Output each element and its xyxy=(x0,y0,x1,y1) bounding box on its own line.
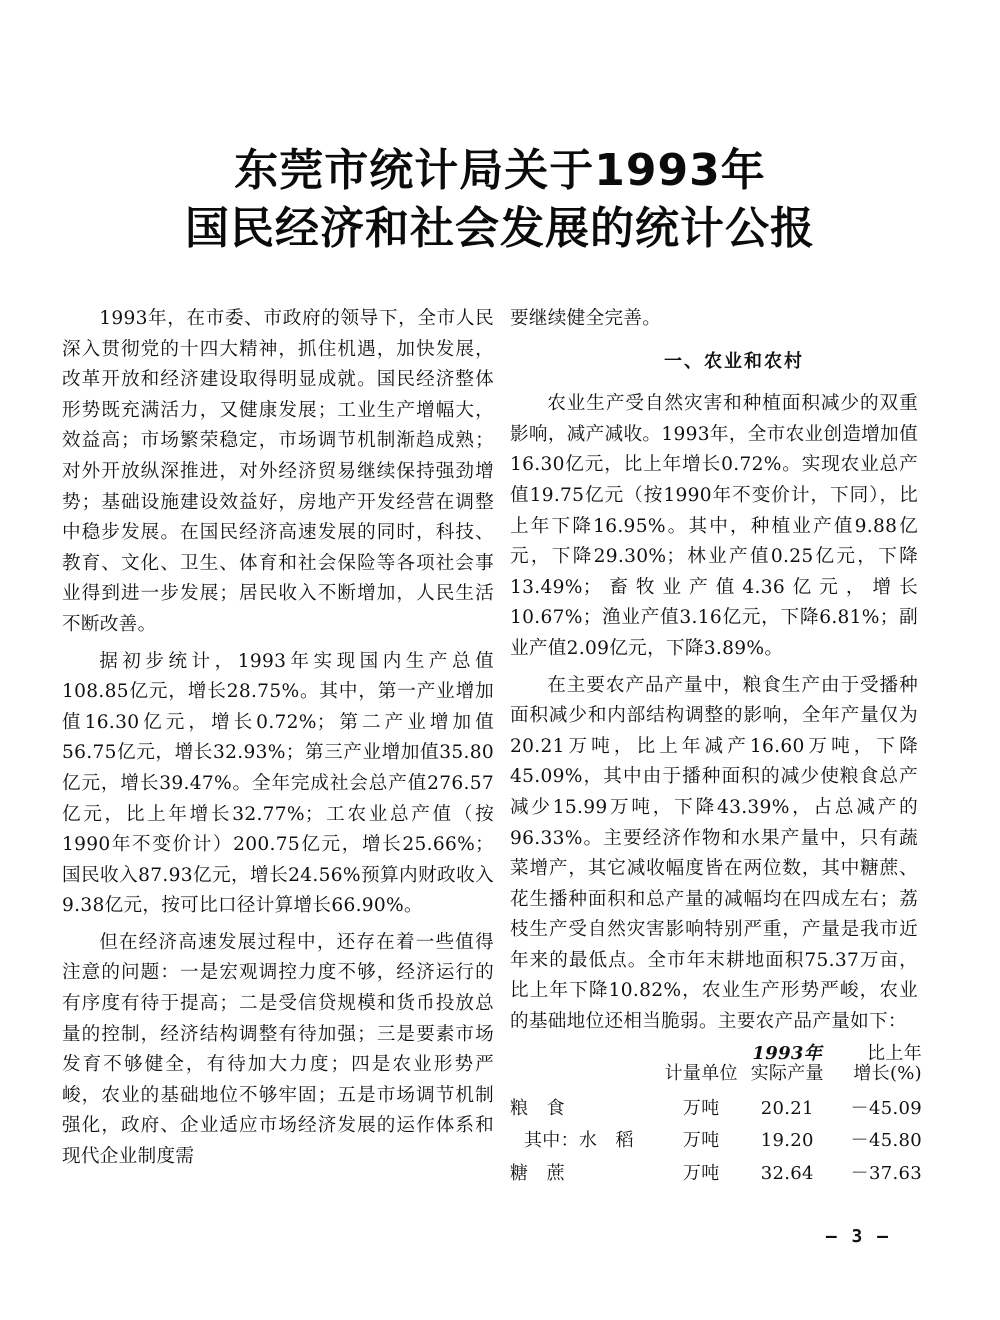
header-change-line1: 比上年 xyxy=(867,1042,922,1064)
row-change: －37.63 xyxy=(850,1162,922,1184)
row-unit: 万吨 xyxy=(682,1162,720,1184)
header-actual-line1: 1993年 xyxy=(752,1042,823,1064)
section-heading-agriculture: 一、农业和农村 xyxy=(664,350,804,372)
row-value: 19.20 xyxy=(760,1130,814,1152)
left-column xyxy=(62,304,494,1179)
title-line-2: 国民经济和社会发展的统计公报 xyxy=(185,203,815,254)
page-number: — 3 — xyxy=(825,1226,890,1247)
row-name: 其中：水 稻 xyxy=(524,1130,634,1152)
paragraph-agriculture: 农业生产受自然灾害和种植面积减少的双重影响，减产减收。1993年，全市农业创造增加值16.30亿元，比上年增长0.72%。实现农业总产值19.75亿元（按1990年不变价计，下同），比上年下降16.95%。其中，种植业产值9.88亿元，下降29.30%；林业产值0.25亿元，下降13.49%；畜牧业产值4.36亿元，增长10.67%；渔业产值3.16亿元，下降6.81%；副业产值2.09亿元，下降3.89%。 xyxy=(510,393,918,659)
header-actual xyxy=(742,1044,832,1092)
table-row xyxy=(510,1124,922,1157)
header-blank xyxy=(510,1044,660,1092)
paragraph-intro: 1993年，在市委、市政府的领导下，全市人民深入贯彻党的十四大精神，抓住机遇，加快发展，改革开放和经济建设取得明显成就。国民经济整体形势既充满活力，又健康发展；工业生产增幅大，效益高；市场繁荣稳定，市场调节机制渐趋成熟；对外开放纵深推进，对外经济贸易继续保持强劲增势；基础设施建设效益好，房地产开发经营在调整中稳步发展。在国民经济高速发展的同时，科技、教育、文化、卫生、体育和社会保险等各项社会事业得到进一步发展；居民收入不断增加，人民生活不断改善。 xyxy=(62,308,494,635)
row-change: －45.80 xyxy=(850,1130,922,1152)
header-change xyxy=(832,1044,922,1092)
row-unit: 万吨 xyxy=(682,1130,720,1152)
table-row xyxy=(510,1092,922,1125)
paragraph-problems: 但在经济高速发展过程中，还存在着一些值得注意的问题：一是宏观调控力度不够，经济运行的有序度有待于提高；二是受信贷规模和货币投放总量的控制，经济结构调整有待加强；三是要素市场发育不够健全，有待加大力度；四是农业形势严峻，农业的基础地位不够牢固；五是市场调节机制强化，政府、企业适应市场经济发展的运作体系和现代企业制度需 xyxy=(62,931,494,1168)
row-value: 32.64 xyxy=(760,1162,814,1184)
right-column xyxy=(510,304,922,1189)
table-header-row xyxy=(510,1044,922,1092)
row-value: 20.21 xyxy=(760,1097,814,1119)
table-row xyxy=(510,1157,922,1190)
row-change: －45.09 xyxy=(850,1097,922,1119)
row-unit: 万吨 xyxy=(682,1097,720,1119)
header-change-line2: 增长(%) xyxy=(853,1062,922,1084)
paragraph-farm-products: 在主要农产品产量中，粮食生产由于受播种面积减少和内部结构调整的影响，全年产量仅为20.21万吨，比上年减产16.60万吨，下降45.09%，其中由于播种面积的减少使粮食总产减少15.99万吨，下降43.39%，占总减产的96.33%。主要经济作物和水果产量中，只有蔬菜增产，其它减收幅度皆在两位数，其中糖蔗、花生播种面积和总产量的减幅均在四成左右；荔枝生产受自然灾害影响特别严重，产量是我市近年来的最低点。全市年末耕地面积75.37万亩，比上年下降10.82%，农业生产形势严峻，农业的基础地位还相当脆弱。主要农产品产量如下： xyxy=(510,674,918,1033)
paragraph-problems-continued: 要继续健全完善。 xyxy=(510,308,662,329)
header-actual-line2: 实际产量 xyxy=(750,1062,824,1084)
header-unit: 计量单位 xyxy=(664,1062,738,1084)
title-line-1: 东莞市统计局关于1993年 xyxy=(234,145,766,196)
paragraph-gdp: 据初步统计，1993年实现国内生产总值108.85亿元，增长28.75%。其中，第一产业增加值16.30亿元，增长0.72%；第二产业增加值56.75亿元，增长32.93%；第三产业增加值35.80亿元，增长39.47%。全年完成社会总产值276.57亿元，比上年增长32.77%；工农业总产值（按1990年不变价计）200.75亿元，增长25.66%；国民收入87.93亿元，增长24.56%预算内财政收入9.38亿元，按可比口径计算增长66.90%。 xyxy=(62,650,494,917)
row-name: 糖 蔗 xyxy=(510,1162,565,1184)
row-name: 粮 食 xyxy=(510,1097,565,1119)
farm-products-table xyxy=(510,1044,922,1190)
